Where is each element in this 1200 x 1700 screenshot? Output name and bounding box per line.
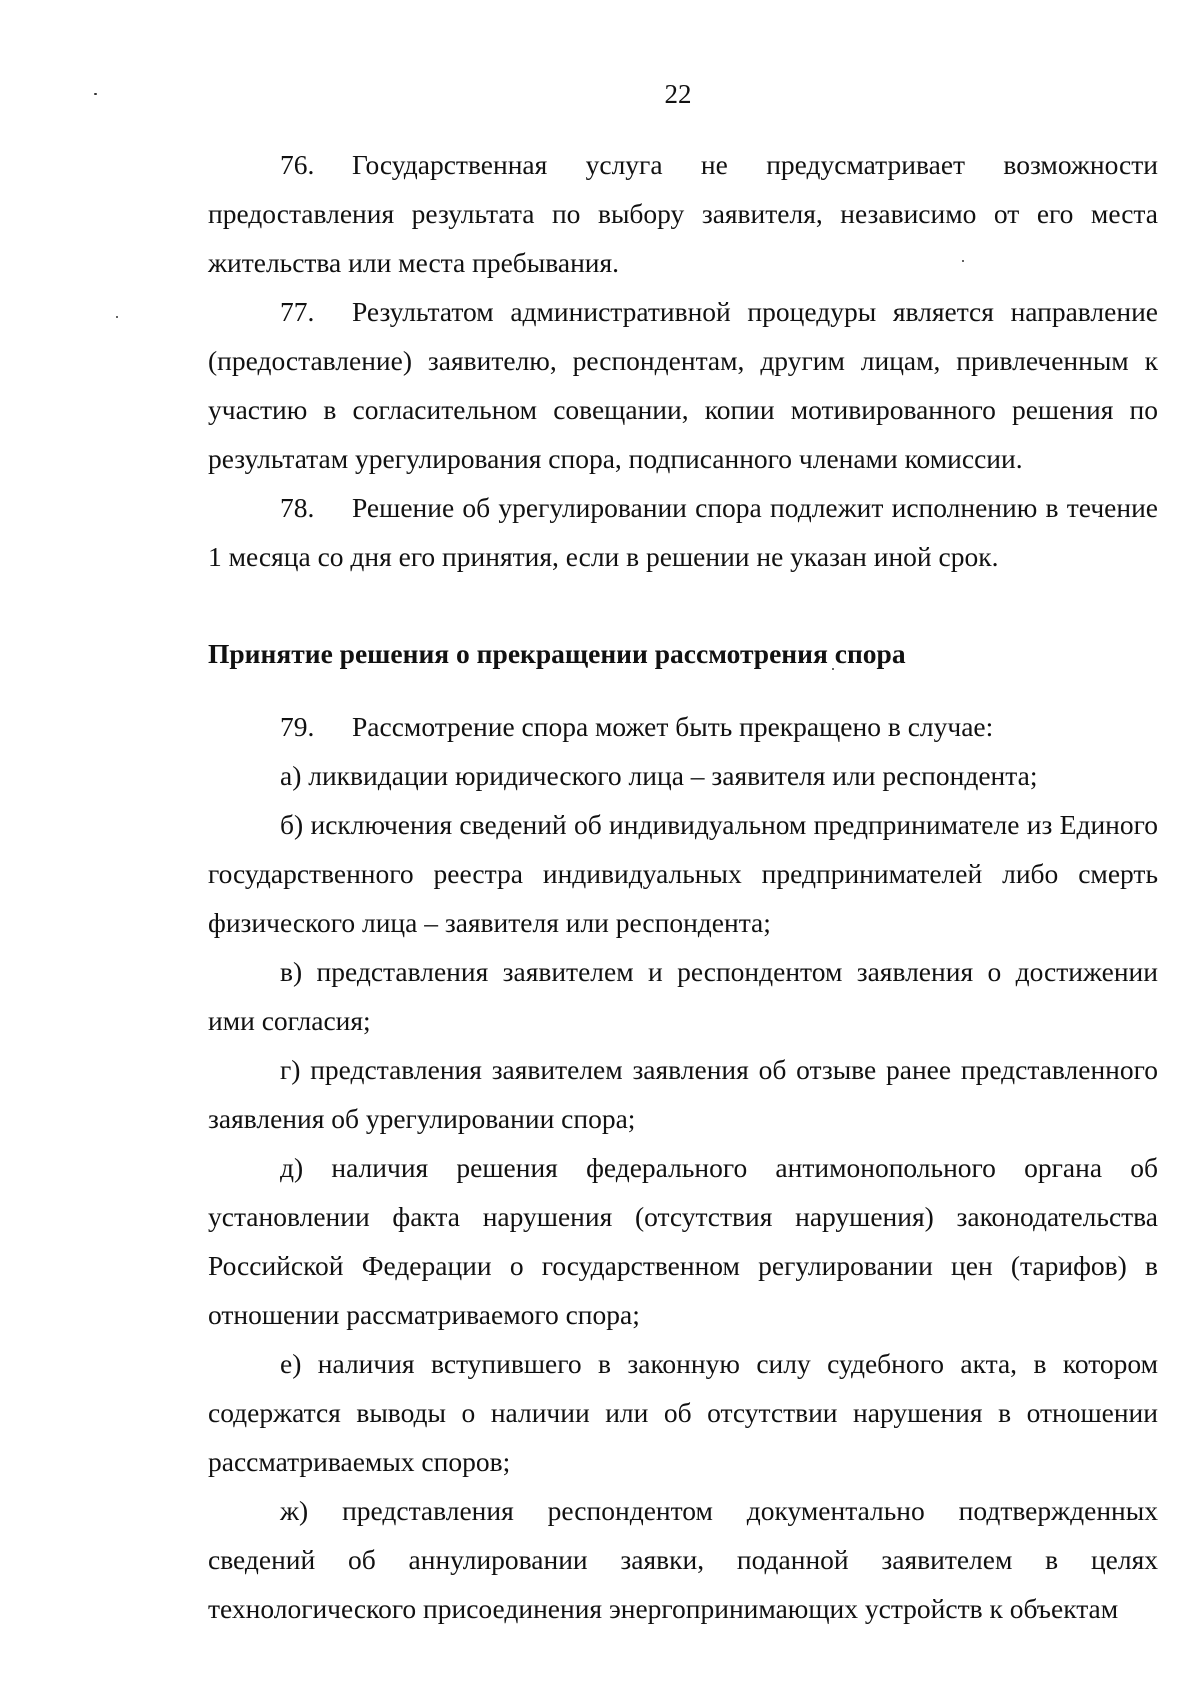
scan-speck [116, 316, 118, 318]
paragraph-number: 76. [280, 149, 315, 180]
list-item-zh: ж) представления респондентом документально подтвержденных сведений об аннулировании заявки, поданной заявителем в целях технологического присоединения энергопринимающих устройств к объектам [208, 1495, 1158, 1624]
paragraph-number: 78. [280, 492, 315, 523]
list-item-d: д) наличия решения федерального антимонопольного органа об установлении факта нарушения (отсутствия нарушения) законодательства Российской Федерации о государственном регулировании цен (тарифов) в отношении рассматриваемого спора; [208, 1152, 1158, 1330]
paragraph-text: Государственная услуга не предусматривает возможности предоставления результата по выбору заявителя, независимо от его места жительства или места пребывания. [208, 149, 1158, 278]
paragraph-text: Результатом административной процедуры является направление (предоставление) заявителю, респондентам, другим лицам, привлеченным к участию в согласительном совещании, копии мотивированного решения по результатам урегулирования спора, подписанного членами комиссии. [208, 296, 1158, 474]
paragraph-78 [208, 483, 1158, 581]
document-body [208, 140, 1158, 1633]
list-item-b: б) исключения сведений об индивидуальном предпринимателе из Единого государственного реестра индивидуальных предпринимателей либо смерть физического лица – заявителя или респондента; [208, 809, 1158, 938]
paragraph-76 [208, 140, 1158, 287]
list-item-e: е) наличия вступившего в законную силу судебного акта, в котором содержатся выводы о наличии или об отсутствии нарушения в отношении рассматриваемых споров; [208, 1348, 1158, 1477]
paragraph-79 [208, 702, 1158, 751]
scan-speck [94, 93, 97, 95]
list-item-v: в) представления заявителем и респондентом заявления о достижении ими согласия; [208, 956, 1158, 1036]
paragraph-77 [208, 287, 1158, 483]
paragraph-number: 77. [280, 296, 315, 327]
list-item-g: г) представления заявителем заявления об отзыве ранее представленного заявления об урегулировании спора; [208, 1054, 1158, 1134]
paragraph-number: 79. [280, 711, 315, 742]
list-item-a: а) ликвидации юридического лица – заявителя или респондента; [280, 760, 1038, 791]
paragraph-text: Решение об урегулировании спора подлежит исполнению в течение 1 месяца со дня его принятия, если в решении не указан иной срок. [208, 492, 1158, 572]
section-heading: Принятие решения о прекращении рассмотрения спора [208, 638, 906, 669]
page-number: 22 [664, 79, 692, 109]
paragraph-text: Рассмотрение спора может быть прекращено в случае: [352, 711, 994, 742]
